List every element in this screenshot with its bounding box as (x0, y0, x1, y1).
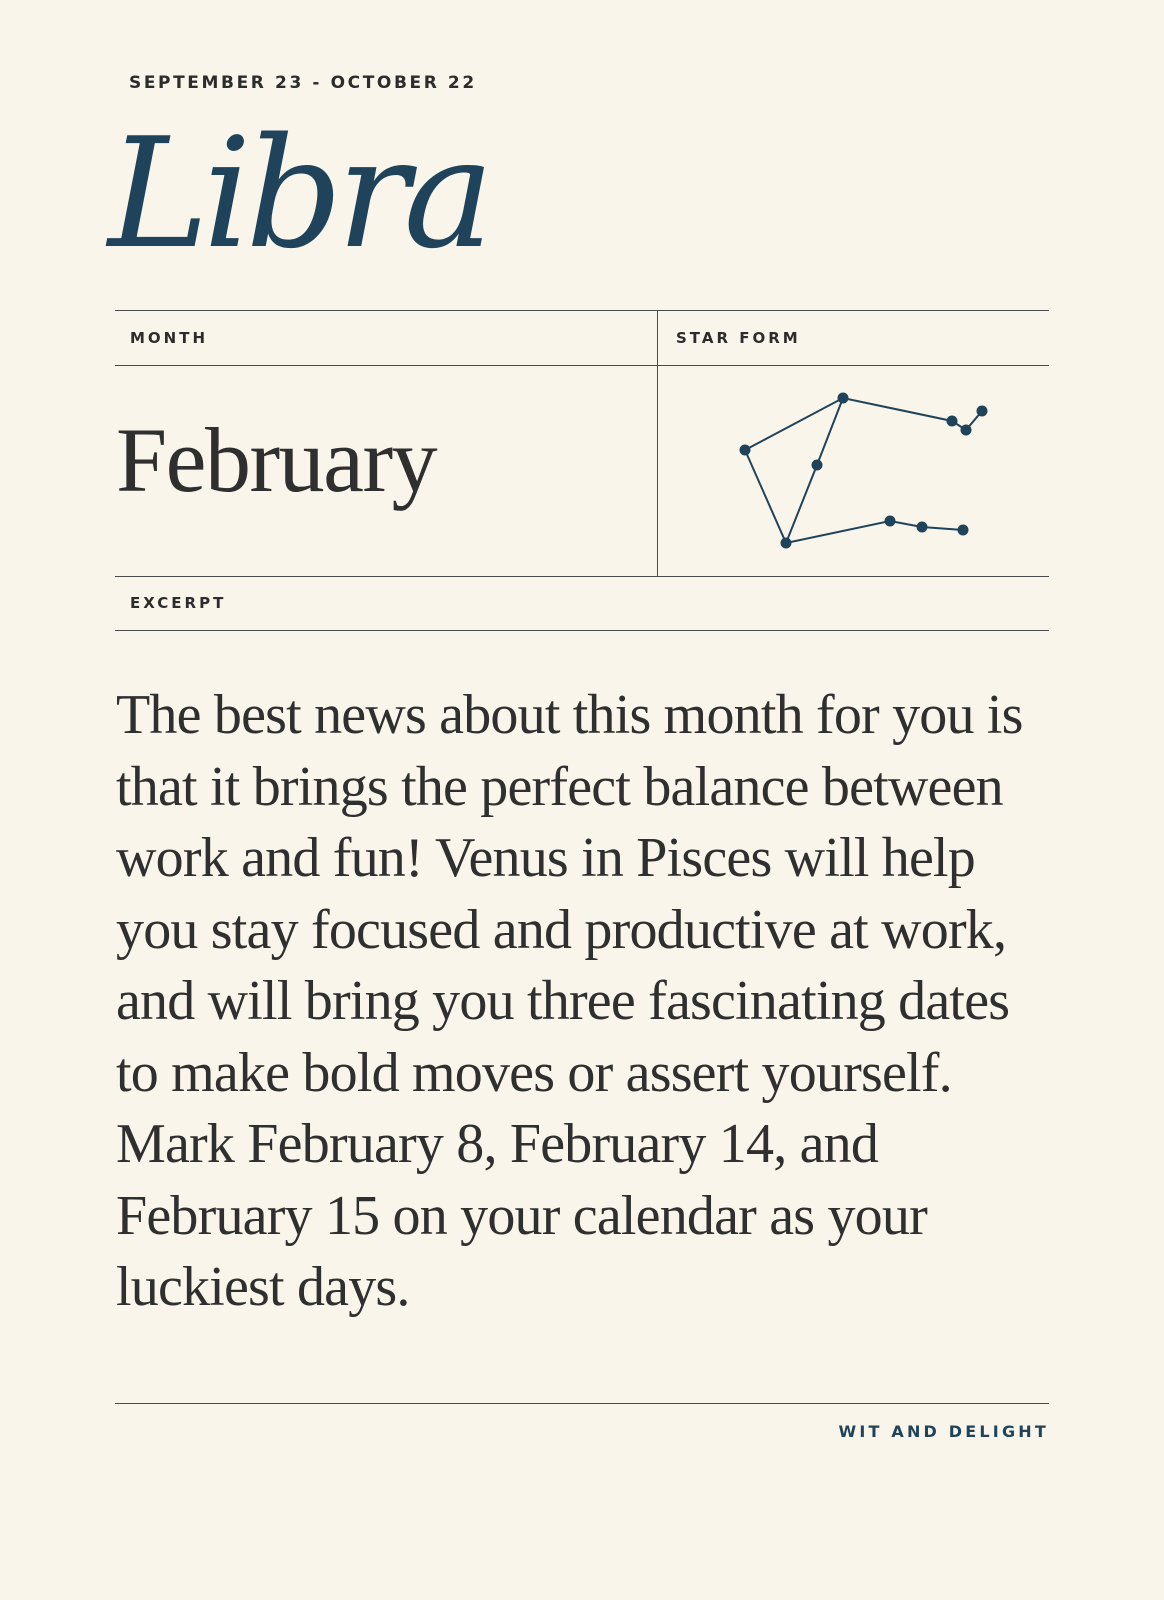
brand-name: WIT AND DELIGHT (838, 1422, 1049, 1441)
libra-constellation-icon (720, 385, 1000, 555)
divider-header (115, 365, 1049, 366)
sign-title: Libra (108, 105, 489, 282)
divider-column (657, 310, 658, 576)
month-value: February (116, 409, 437, 511)
divider-middle (115, 576, 1049, 577)
divider-top (115, 310, 1049, 311)
month-label: MONTH (130, 329, 209, 347)
divider-footer (115, 1403, 1049, 1404)
excerpt-label: EXCERPT (130, 594, 227, 612)
divider-excerpt (115, 630, 1049, 631)
excerpt-text: The best news about this month for you is that it brings the perfect balance between work and fun! Venus in Pisces will help you stay focused and productive at work, and will bring you three fascinating dates to make bold moves or assert yourself. Mark February 8, February 14, and February 15 on your calendar as your luckiest days. (116, 684, 1023, 1318)
star-form-label: STAR FORM (676, 329, 801, 347)
date-range: SEPTEMBER 23 - OCTOBER 22 (129, 73, 477, 93)
